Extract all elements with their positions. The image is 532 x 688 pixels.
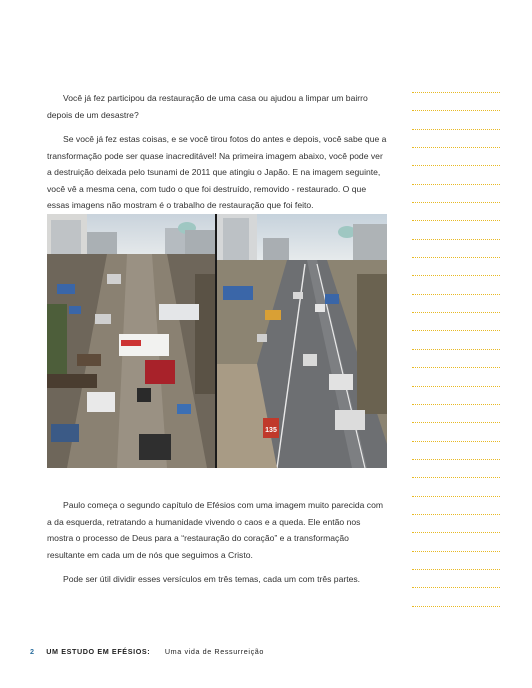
outro-paragraph-1: Paulo começa o segundo capítulo de Efésios com uma imagem muito parecida com a da esquerda, retratando a humanidade vivendo o caos e a queda. Ele então nos mostra o processo de Deus para a “restauração do coração” e a transformação resultante em cada um de nós que seguimos a Cristo. <box>47 500 384 560</box>
intro-paragraph-2: Se você já fez estas coisas, e se você tirou fotos do antes e depois, você sabe que a transformação pode ser quase inacreditável! Na primeira imagem abaixo, você pode ver a destruição deixada pelo tsunami de 2011 que atingiu o Japão. E na imagem seguinte, você vê a mesma cena, com tudo o que foi destruído, removido - restaurado. O que essas imagens não mostram é o trabalho de restauração que foi feito. <box>47 134 387 210</box>
dotted-note-line <box>412 312 500 313</box>
intro-text <box>47 90 389 214</box>
dotted-note-line <box>412 202 500 203</box>
photo-restored-street <box>217 214 387 468</box>
series-subtitle: Uma vida de Ressurreição <box>164 647 264 656</box>
dotted-note-line <box>412 367 500 368</box>
outro-text <box>47 497 389 588</box>
dotted-note-line <box>412 477 500 478</box>
photo-tsunami-destruction <box>47 214 215 468</box>
before-after-photos <box>47 214 387 468</box>
dotted-note-line <box>412 514 500 515</box>
dotted-note-line <box>412 330 500 331</box>
notes-dotted-lines <box>412 92 500 624</box>
dotted-note-line <box>412 184 500 185</box>
dotted-note-line <box>412 294 500 295</box>
dotted-note-line <box>412 275 500 276</box>
dotted-note-line <box>412 422 500 423</box>
dotted-note-line <box>412 587 500 588</box>
outro-paragraph-2: Pode ser útil dividir esses versículos em três temas, cada um com três partes. <box>63 574 361 584</box>
dotted-note-line <box>412 92 500 93</box>
dotted-note-line <box>412 349 500 350</box>
route-sign: 135 <box>265 427 277 434</box>
dotted-note-line <box>412 496 500 497</box>
dotted-note-line <box>412 165 500 166</box>
dotted-note-line <box>412 532 500 533</box>
page-number: 2 <box>30 647 35 656</box>
dotted-note-line <box>412 129 500 130</box>
dotted-note-line <box>412 606 500 607</box>
dotted-note-line <box>412 257 500 258</box>
intro-paragraph-1: Você já fez participou da restauração de uma casa ou ajudou a limpar um bairro depois de um desastre? <box>47 93 368 120</box>
dotted-note-line <box>412 110 500 111</box>
dotted-note-line <box>412 441 500 442</box>
series-title: UM ESTUDO EM EFÉSIOS: <box>46 647 151 656</box>
dotted-note-line <box>412 569 500 570</box>
dotted-note-line <box>412 386 500 387</box>
dotted-note-line <box>412 239 500 240</box>
dotted-note-line <box>412 551 500 552</box>
page-footer <box>30 647 264 656</box>
dotted-note-line <box>412 147 500 148</box>
dotted-note-line <box>412 404 500 405</box>
dotted-note-line <box>412 220 500 221</box>
dotted-note-line <box>412 459 500 460</box>
